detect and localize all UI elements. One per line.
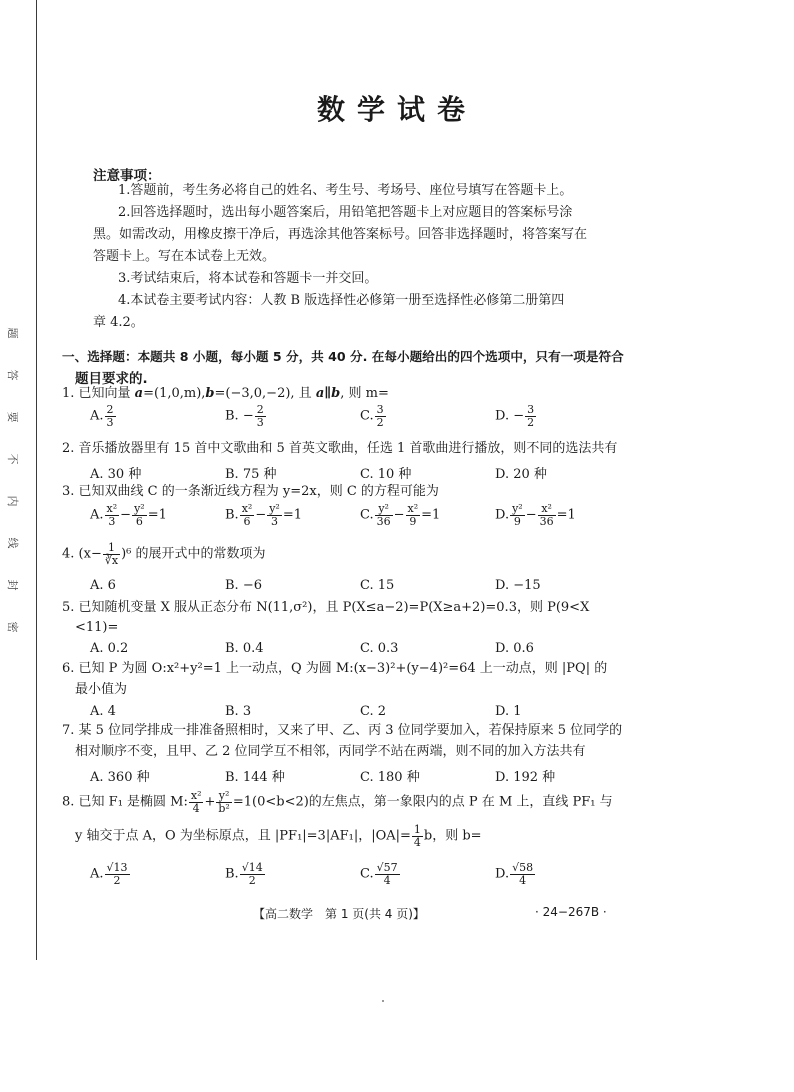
section-heading: 一、选择题：本题共 8 小题，每小题 5 分，共 40 分. 在每小题给出的四个选项中，只有一项是符合 bbox=[62, 349, 624, 364]
question-4-stem: 4. (x− $\frac{1}{∛x}$ )⁶ 的展开式中的常数项为 bbox=[62, 541, 266, 567]
side-char: 题 bbox=[6, 327, 19, 339]
q5-option-c: C. 0.3 bbox=[360, 641, 399, 656]
side-char: 内 bbox=[6, 495, 19, 507]
q4-option-c: C. 15 bbox=[360, 578, 395, 593]
q4-option-b: B. −6 bbox=[225, 578, 262, 593]
q3-option-a: A. $\frac{\text{x²}}{3}$ − $\frac{\text{y²}}{6}$ =1 bbox=[90, 502, 167, 528]
notice-line: 1.答题前，考生务必将自己的姓名、考生号、考场号、座位号填写在答题卡上。 bbox=[118, 183, 573, 198]
side-char: 要 bbox=[6, 411, 19, 423]
question-7-stem-cont: 相对顺序不变，且甲、乙 2 位同学互不相邻，丙同学不站在两端，则不同的加入方法共有 bbox=[75, 744, 586, 759]
page-title: 数学试卷 bbox=[316, 93, 477, 126]
side-char: 封 bbox=[6, 579, 19, 591]
question-8-stem-cont: y 轴交于点 A，O 为坐标原点，且 |PF₁|=3|AF₁|，|OA|= $\frac{1}{4}$ b，则 b= bbox=[75, 823, 482, 849]
q7-option-d: D. 192 种 bbox=[495, 770, 556, 785]
notice-line: 答题卡上。写在本试卷上无效。 bbox=[93, 249, 276, 264]
question-5-stem: 5. 已知随机变量 X 服从正态分布 N(11,σ²)，且 P(X≤a−2)=P(X≥a+2)=0.3，则 P(9<X bbox=[62, 600, 590, 615]
section-heading-cont: 题目要求的. bbox=[75, 371, 148, 387]
side-char: 线 bbox=[6, 537, 19, 549]
q6-option-b: B. 3 bbox=[225, 704, 252, 719]
question-5-stem-cont: <11)= bbox=[75, 620, 119, 635]
exam-code: · 24−267B · bbox=[535, 905, 607, 919]
q1-option-a: A. $\frac{2}{3}$ bbox=[90, 403, 114, 429]
q4-option-d: D. −15 bbox=[495, 578, 541, 593]
q2-option-a: A. 30 种 bbox=[90, 467, 142, 482]
question-2-stem: 2. 音乐播放器里有 15 首中文歌曲和 5 首英文歌曲，任选 1 首歌曲进行播放，则不同的选法共有 bbox=[62, 441, 618, 456]
notice-line: 2.回答选择题时，选出每小题答案后，用铅笔把答题卡上对应题目的答案标号涂 bbox=[118, 205, 573, 220]
q1-option-b: B. − $\frac{2}{3}$ bbox=[225, 403, 264, 429]
q6-option-c: C. 2 bbox=[360, 704, 387, 719]
q3-option-d: D. $\frac{\text{y²}}{9}$ − $\frac{\text{x²}}{36}$ =1 bbox=[495, 502, 576, 528]
q7-option-b: B. 144 种 bbox=[225, 770, 285, 785]
q5-option-d: D. 0.6 bbox=[495, 641, 534, 656]
q2-option-b: B. 75 种 bbox=[225, 467, 277, 482]
q2-option-d: D. 20 种 bbox=[495, 467, 547, 482]
notice-line: 4.本试卷主要考试内容：人教 B 版选择性必修第一册至选择性必修第二册第四 bbox=[118, 293, 565, 308]
question-7-stem: 7. 某 5 位同学排成一排准备照相时，又来了甲、乙、丙 3 位同学要加入，若保持原来 5 位同学的 bbox=[62, 723, 623, 738]
question-6-stem-cont: 最小值为 bbox=[75, 682, 128, 697]
q8-option-a: A. $\frac{√13}{2}$ bbox=[90, 861, 128, 887]
question-8-stem: 8. 已知 F₁ 是椭圆 M: $\frac{\text{x²}}{4}$ + $\frac{\text{y²}}{\text{b²}}$ =1(0<b<2)的左焦点，第一象限内的点 P 在 M 上，直线 PF₁ 与 bbox=[62, 789, 613, 815]
side-char: 密 bbox=[6, 621, 19, 633]
q6-option-a: A. 4 bbox=[90, 704, 116, 719]
q3-option-c: C. $\frac{\text{y²}}{36}$ − $\frac{\text{x²}}{9}$ =1 bbox=[360, 502, 441, 528]
q5-option-b: B. 0.4 bbox=[225, 641, 264, 656]
page-footer: 【高二数学 第 1 页(共 4 页)】 bbox=[253, 907, 425, 921]
q3-option-b: B. $\frac{\text{x²}}{6}$ − $\frac{\text{y²}}{3}$ =1 bbox=[225, 502, 303, 528]
notice-line: 3.考试结束后，将本试卷和答题卡一并交回。 bbox=[118, 271, 378, 286]
side-char: 不 bbox=[6, 453, 19, 465]
q8-option-b: B. $\frac{√14}{2}$ bbox=[225, 861, 263, 887]
notice-line: 章 4.2。 bbox=[93, 315, 144, 330]
q2-option-c: C. 10 种 bbox=[360, 467, 412, 482]
notice-heading: 注意事项： bbox=[93, 168, 161, 184]
question-3-stem: 3. 已知双曲线 C 的一条渐近线方程为 y=2x，则 C 的方程可能为 bbox=[62, 484, 439, 499]
q8-option-d: D. $\frac{√58}{4}$ bbox=[495, 861, 534, 887]
q1-option-c: C. $\frac{3}{2}$ bbox=[360, 403, 384, 429]
notice-line: 黑。如需改动，用橡皮擦干净后，再选涂其他答案标号。回答非选择题时，将答案写在 bbox=[93, 227, 588, 242]
q7-option-c: C. 180 种 bbox=[360, 770, 420, 785]
q4-option-a: A. 6 bbox=[90, 578, 116, 593]
q1-option-d: D. − $\frac{3}{2}$ bbox=[495, 403, 535, 429]
q7-option-a: A. 360 种 bbox=[90, 770, 150, 785]
side-char: 答 bbox=[6, 369, 19, 381]
question-6-stem: 6. 已知 P 为圆 O:x²+y²=1 上一动点，Q 为圆 M:(x−3)²+(y−4)²=64 上一动点，则 |PQ| 的 bbox=[62, 661, 608, 676]
q5-option-a: A. 0.2 bbox=[90, 641, 129, 656]
question-1-stem: 1. 已知向量 a=(1,0,m),b=(−3,0,−2), 且 a∥b, 则 m= bbox=[62, 386, 389, 401]
q6-option-d: D. 1 bbox=[495, 704, 522, 719]
q8-option-c: C. $\frac{√57}{4}$ bbox=[360, 861, 398, 887]
scan-speck bbox=[382, 1000, 384, 1002]
fold-line bbox=[36, 0, 37, 960]
